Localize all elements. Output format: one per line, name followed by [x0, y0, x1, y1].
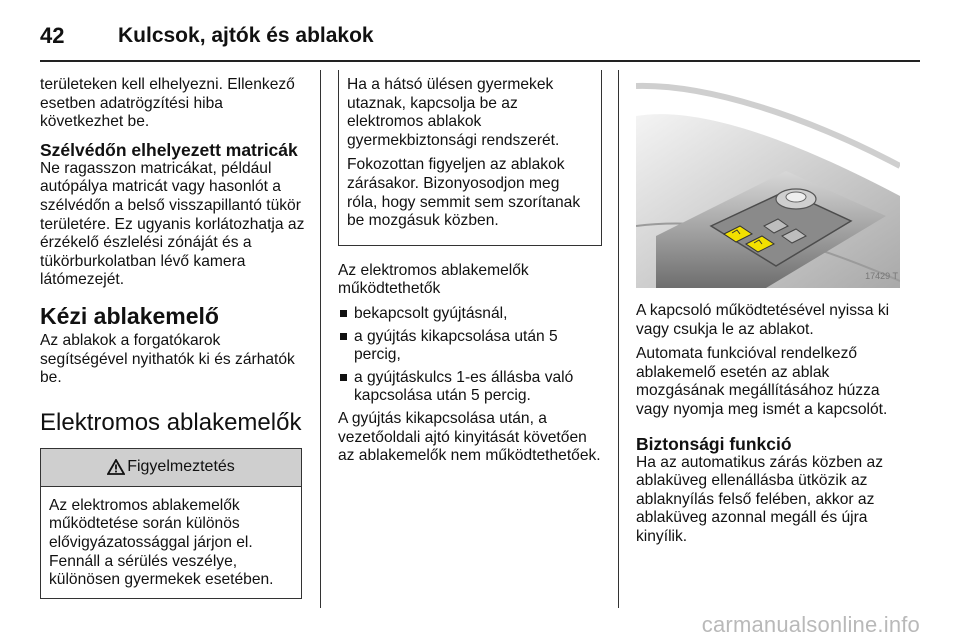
sticker-heading: Szélvédőn elhelyezett matricák — [40, 139, 298, 160]
list-item: a gyújtáskulcs 1-es állásba való kapcsolása után 5 percig. — [338, 369, 602, 406]
warning-body: Az elektromos ablakemelők működtetése során különös elővigyázatossággal járjon el. Fennáll a sérülés veszélye, különösen gyermekek esetében. — [49, 496, 274, 589]
column-divider-2 — [618, 70, 619, 608]
warning-triangle-icon — [107, 459, 125, 475]
auto-function-paragraph: Automata funkcióval rendelkező ablakemelő esetén az ablak mozgásának megállításához húzza vagy nyomja meg ismét a kapcsolót. — [636, 345, 888, 418]
warning-header — [41, 449, 301, 487]
intro-paragraph: területeken kell elhelyezni. Ellenkező esetben adatrögzítési hiba következhet be. — [40, 76, 295, 131]
figure-id: 17429 T — [865, 271, 898, 282]
list-item: bekapcsolt gyújtásnál, — [338, 305, 602, 324]
after-ignition-paragraph: A gyújtás kikapcsolása után, a vezetőoldali ajtó kinyitását követően az ablakemelők nem működtethetőek. — [338, 409, 601, 465]
warning-title: Figyelmeztetés — [127, 457, 235, 475]
column-middle — [338, 76, 602, 472]
operable-paragraph: Az elektromos ablakemelők működtethetők — [338, 261, 529, 298]
safety-heading: Biztonsági funkció — [636, 433, 792, 454]
electric-window-heading: Elektromos ablakemelők — [40, 408, 302, 436]
door-panel-icon — [636, 76, 900, 288]
column-right — [636, 76, 904, 553]
page-number: 42 — [40, 23, 65, 48]
note-paragraph-1: Ha a hátsó ülésen gyermekek utaznak, kapcsolja be az elektromos ablakok gyermekbiztonsági rendszerét. — [347, 76, 560, 149]
manual-window-heading: Kézi ablakemelő — [40, 302, 219, 329]
header-divider — [40, 60, 920, 62]
safety-paragraph: Ha az automatikus zárás közben az ablaküveg ellenállásba ütközik az ablaknyílás felső felében, akkor az ablaküveg azonnal megáll és újra kinyílik. — [636, 453, 884, 545]
chapter-title: Kulcsok, ajtók és ablakok — [118, 24, 374, 47]
sticker-paragraph: Ne ragasszon matricákat, például autópálya matricát vagy hasonlót a szélvédőn a belső visszapillantó tükör területére. Ez ugyanis korlátozhatja az érzékelő észlelési zónáját és a tükörburkolatban lévő kamera látómezejét. — [40, 159, 305, 289]
column-divider-1 — [320, 70, 321, 608]
window-switch-illustration — [636, 76, 900, 288]
note-paragraph-2: Fokozottan figyeljen az ablakok zárásakor. Bizonyosodjon meg róla, hogy semmit sem szorítanak be mozgásuk közben. — [347, 156, 581, 230]
column-left — [40, 76, 308, 599]
bullet-square-icon — [340, 374, 347, 381]
watermark: carmanualsonline.info — [701, 612, 920, 637]
bullet-square-icon — [340, 333, 347, 340]
list-item: a gyújtás kikapcsolása után 5 percig, — [338, 328, 602, 365]
bullet-square-icon — [340, 310, 347, 317]
conditions-list — [338, 305, 602, 406]
manual-window-paragraph: Az ablakok a forgatókarok segítségével nyithatók ki és zárhatók be. — [40, 331, 295, 387]
warning-box — [40, 448, 302, 599]
warning-box-continued — [338, 70, 602, 246]
switch-paragraph: A kapcsoló működtetésével nyissa ki vagy csukja le az ablakot. — [636, 302, 890, 338]
page-header — [40, 18, 920, 54]
